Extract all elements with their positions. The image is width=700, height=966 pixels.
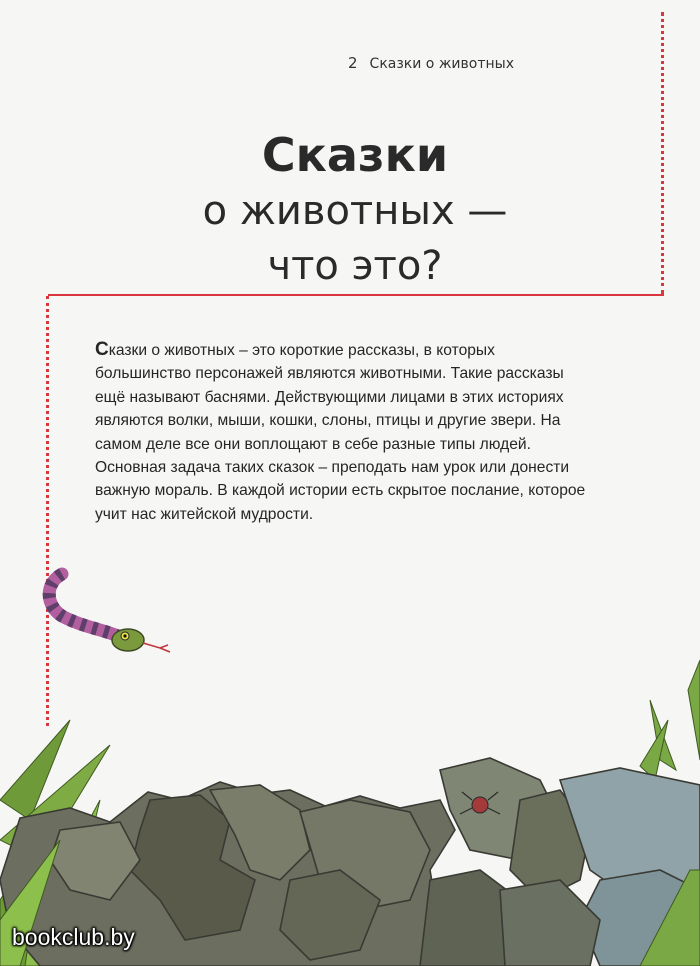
watermark: bookclub.by xyxy=(12,924,135,950)
page-title-line2: о животных — xyxy=(202,188,508,234)
page-number: 2 xyxy=(348,54,358,72)
grass-right xyxy=(640,660,700,780)
body-text: казки о животных – это короткие рассказы, в которых большинство персонажей являются животными. Такие рассказы ещё называют баснями. Действующими лицами в этих историях являются волки, мыши, кошки, слоны, птицы и другие звери. На самом деле все они воплощают в себе разные типы людей. Основная задача таких сказок – преподать нам урок или донести важную мораль. В каждой истории есть скрытое послание, которое учит нас житейской мудрости. xyxy=(95,342,586,523)
snake-illustration xyxy=(49,574,170,652)
page-title: Сказки xyxy=(261,128,449,182)
drop-cap: С xyxy=(95,339,109,360)
page-title-line3: что это? xyxy=(267,243,443,289)
section-title: Сказки о животных xyxy=(369,56,514,72)
